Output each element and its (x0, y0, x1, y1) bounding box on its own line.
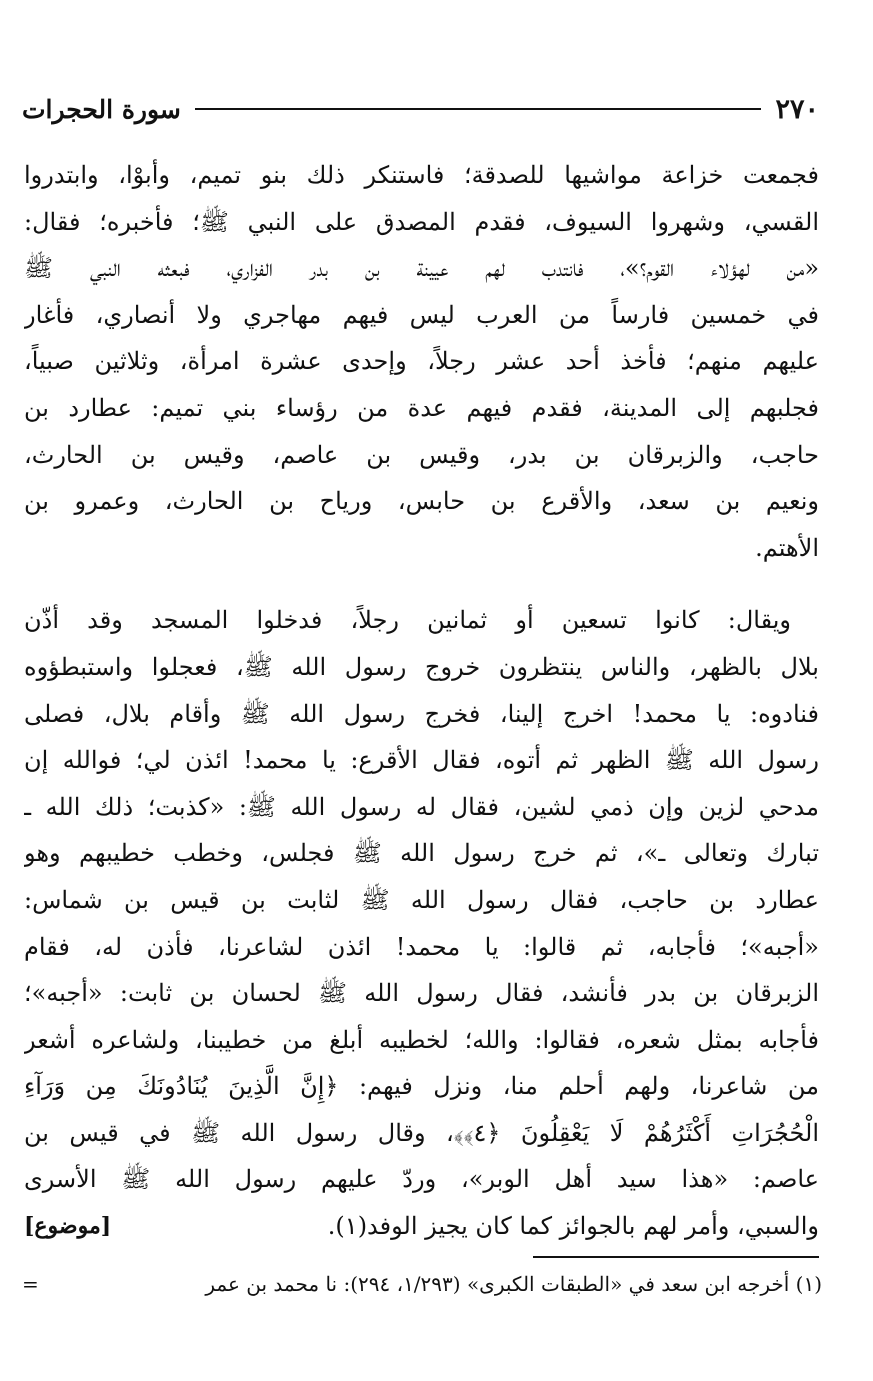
text-line: بلال بالظهر، والناس ينتظرون خروج رسول الله ﷺ، فعجلوا واستبطؤوه (24, 652, 819, 681)
text-line: ونعيم بن سعد، والأقرع بن حابس، ورياح بن الحارث، وعمرو بن (24, 487, 819, 516)
text-line-end: والسبي، وأمر لهم بالجوائز كما كان يجيز الوفد(١). (327, 1212, 819, 1241)
text-line: في خمسين فارساً من العرب ليس فيهم مهاجري ولا أنصاري، فأغار (24, 300, 819, 329)
text-line: رسول الله ﷺ الظهر ثم أتوه، فقال الأقرع: يا محمد! ائذن لي؛ فوالله إن (24, 746, 819, 775)
text-line: عاصم: «هذا سيد أهل الوبر»، وردّ عليهم رسول الله ﷺ الأسرى (24, 1165, 819, 1194)
text-line: فأجابه بمثل شعره، فقالوا: والله؛ لخطيبه أبلغ من خطيبنا، ولشاعره أشعر (24, 1025, 819, 1054)
text-line: فجمعت خزاعة مواشيها للصدقة؛ فاستنكر ذلك بنو تميم، وأبوْا، وابتدروا (24, 161, 819, 189)
text-line: القسي، وشهروا السيوف، فقدم المصدق على النبي ﷺ؛ فأخبره؛ فقال: (24, 207, 819, 236)
text-line: الأهتم. (755, 533, 819, 562)
surah-title: سورة الحجرات (22, 94, 181, 124)
paragraph-gap (24, 571, 819, 597)
text-line: عليهم منهم؛ فأخذ أحد عشر رجلاً، وإحدى عشرة امرأة، وثلاثين صبياً، (24, 347, 819, 376)
text-line: فجلبهم إلى المدينة، فقدم فيهم عدة من رؤساء بني تميم: عطارد بن (24, 393, 819, 422)
page-number: ٢٧٠ (775, 93, 819, 125)
grading-tag: [موضوع] (24, 1213, 112, 1240)
footnote-continuation-mark: = (22, 1272, 39, 1296)
text-line: مدحي لزين وإن ذمي لشين، فقال له رسول الله ﷺ: «كذبت؛ ذلك الله ـ (24, 792, 819, 821)
text-line: الزبرقان بن بدر فأنشد، فقال رسول الله ﷺ لحسان بن ثابت: «أجبه»؛ (24, 979, 819, 1008)
text-line: الْحُجُرَاتِ أَكْثَرُهُمْ لَا يَعْقِلُونَ ﴿٤﴾﴾، وقال رسول الله ﷺ في قيس بن (24, 1118, 819, 1147)
footnote-divider (533, 1256, 819, 1258)
main-text (24, 152, 819, 1250)
footnote-text: (١) أخرجه ابن سعد في «الطبقات الكبرى» (١/٢٩٣، ٢٩٤): نا محمد بن عمر (205, 1272, 822, 1296)
text-line: فنادوه: يا محمد! اخرج إلينا، فخرج رسول الله ﷺ وأقام بلال، فصلى (24, 699, 819, 728)
text-line: عطارد بن حاجب، فقال رسول الله ﷺ لثابت بن قيس بن شماس: (24, 885, 819, 914)
header-divider (195, 108, 762, 110)
text-line: ويقال: كانوا تسعين أو ثمانين رجلاً، فدخلوا المسجد وقد أذّن (24, 606, 791, 635)
page-header (22, 86, 819, 132)
text-line: «أجبه»؛ فأجابه، ثم قالوا: يا محمد! ائذن لشاعرنا، فأذن له، فقام (24, 932, 819, 961)
text-line-with-grading (24, 1203, 819, 1250)
text-line: تبارك وتعالى ـ»، ثم خرج رسول الله ﷺ فجلس، وخطب خطيبهم وهو (24, 839, 819, 868)
text-line: حاجب، والزبرقان بن بدر، وقيس بن عاصم، وقيس بن الحارث، (24, 440, 819, 469)
text-line: «من لهؤلاء القوم؟»، فانتدب لهم عيينة بن بدر الفزاري، فبعثه النبي ﷺ (24, 254, 819, 283)
footnote (22, 1272, 822, 1296)
text-line: من شاعرنا، ولهم أحلم منا، ونزل فيهم: ﴿إِنَّ الَّذِينَ يُنَادُونَكَ مِن وَرَآءِ (24, 1072, 819, 1101)
